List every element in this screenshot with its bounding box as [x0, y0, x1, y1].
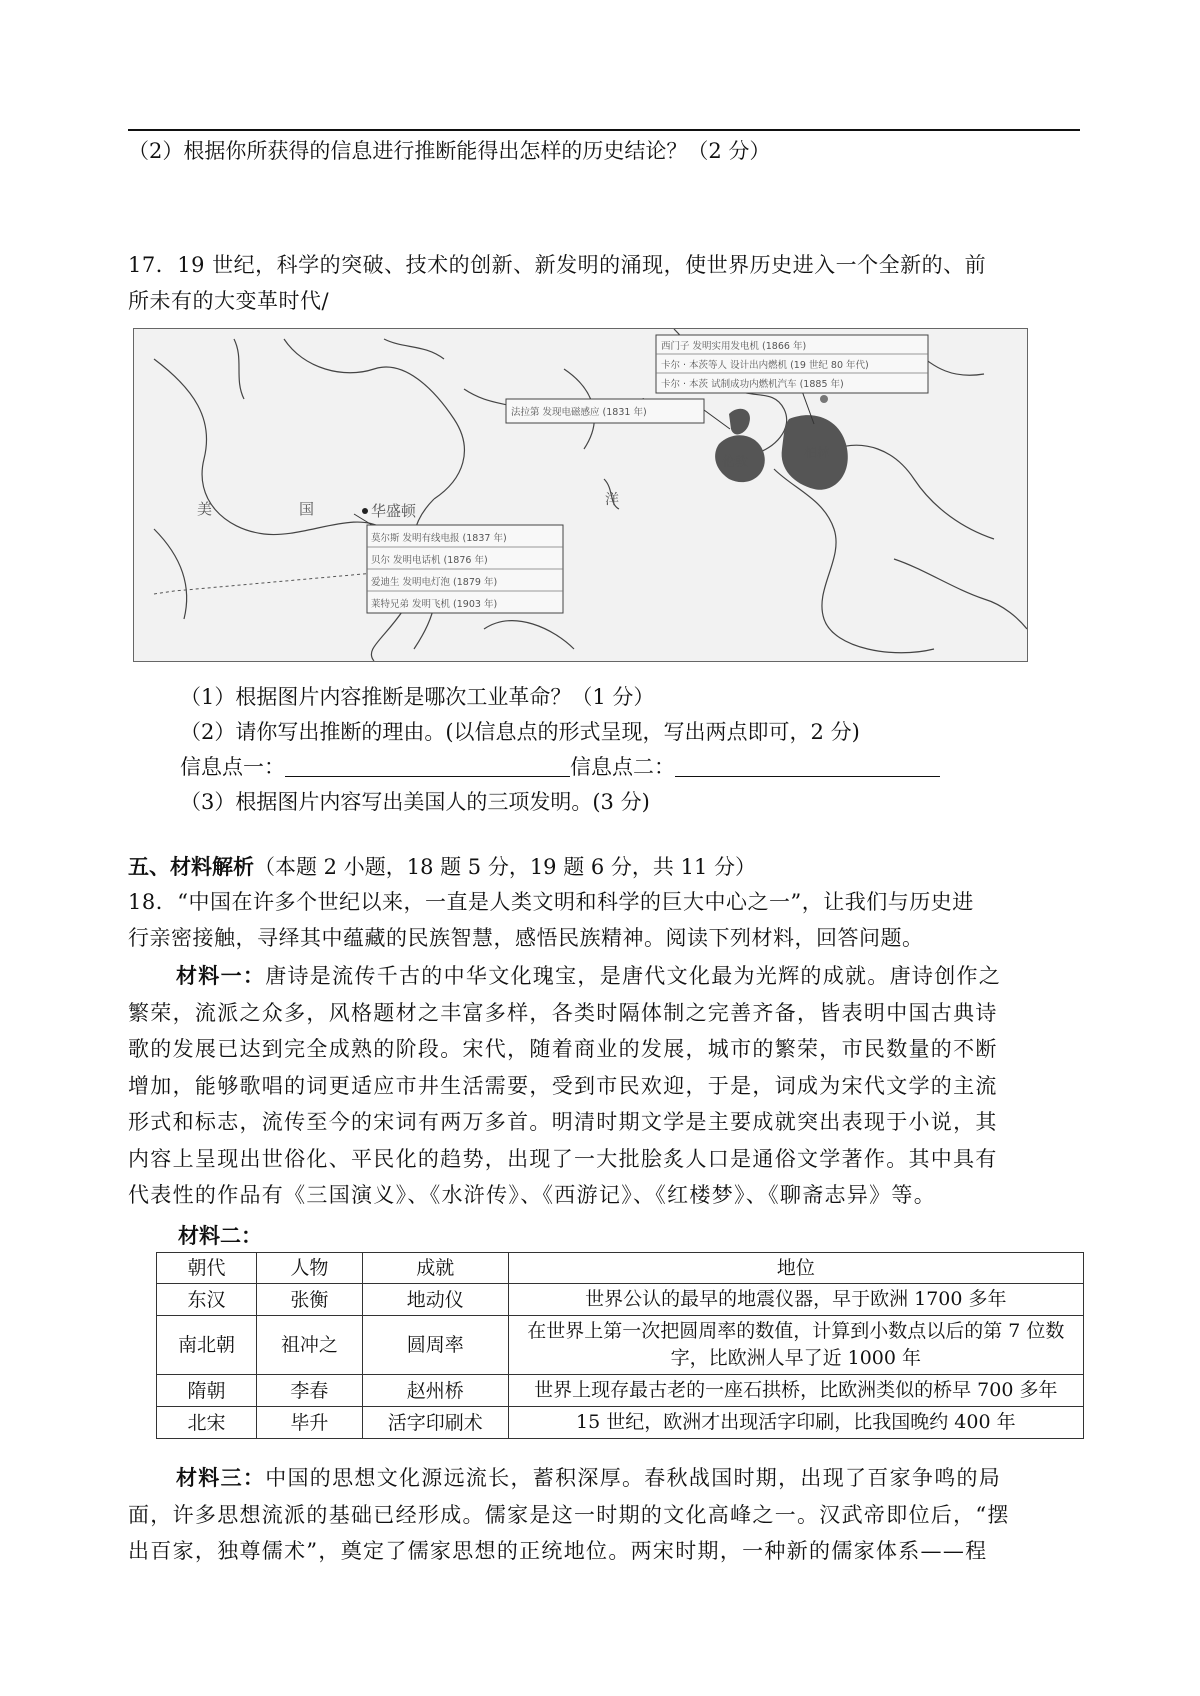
section5-note: （本题 2 小题，18 题 5 分，19 题 6 分，共 11 分） — [254, 855, 756, 879]
map-label-washington: 华盛顿 — [371, 502, 417, 520]
q17-sub1: （1）根据图片内容推断是哪次工业革命？（1 分） — [180, 685, 655, 709]
info1-answer-blank[interactable] — [285, 756, 570, 777]
achievements-table — [156, 1252, 1084, 1439]
q18-stem-line2: 行亲密接触，寻绎其中蕴藏的民族智慧，感悟民族精神。阅读下列材料，回答问题。 — [128, 926, 924, 950]
material-1-line — [128, 958, 1083, 995]
material-3 — [128, 1460, 1083, 1570]
material-1-label: 材料一： — [176, 963, 266, 988]
q17-stem-line2: 所未有的大变革时代/ — [128, 289, 330, 313]
europe-box-line-1: 西门子 发明实用发电机 (1866 年) — [661, 341, 807, 352]
europe-box-line-2: 卡尔 · 本茨等人 设计出内燃机 (19 世纪 80 年代) — [661, 360, 869, 371]
table-cell: 圆周率 — [362, 1316, 508, 1375]
q17-stem-line1: 17．19 世纪，科学的突破、技术的创新、新发明的涌现，使世界历史进入一个全新的、前 — [128, 253, 987, 277]
table-header: 地位 — [508, 1253, 1083, 1284]
table-cell: 北宋 — [157, 1407, 257, 1439]
material-3-text: 中国的思想文化源远流长，蓄积深厚。春秋战国时期，出现了百家争鸣的局 — [265, 1466, 1002, 1490]
table-header-row — [157, 1253, 1084, 1284]
table-cell: 世界上现存最古老的一座石拱桥，比欧洲类似的桥早 700 多年 — [508, 1375, 1083, 1407]
info2-label: 信息点二： — [570, 755, 675, 779]
material-3-label: 材料三： — [176, 1465, 266, 1490]
usa-box-line-1: 莫尔斯 发明有线电报 (1837 年) — [371, 533, 507, 544]
usa-box-line-2: 贝尔 发明电话机 (1876 年) — [371, 555, 488, 566]
material-1-line: 代表性的作品有《三国演义》、《水浒传》、《西游记》、《红楼梦》、《聊斋志异》等。 — [128, 1183, 936, 1207]
table-row — [157, 1284, 1084, 1316]
usa-box-line-4: 莱特兄弟 发明飞机 (1903 年) — [371, 599, 498, 610]
top-rule — [128, 129, 1080, 131]
material-1-line: 内容上呈现出世俗化、平民化的趋势，出现了一大批脍炙人口是通俗文学著作。其中具有 — [128, 1146, 998, 1171]
table-cell: 赵州桥 — [362, 1375, 508, 1407]
q17-sub3: （3）根据图片内容写出美国人的三项发明。(3 分) — [180, 790, 650, 814]
europe-box-line-3: 卡尔 · 本茨 试制成功内燃机汽车 (1885 年) — [661, 379, 844, 390]
table-cell: 毕升 — [256, 1407, 362, 1439]
map-label-berlin: 柏林 — [804, 446, 831, 461]
material-2-label: 材料二： — [178, 1223, 262, 1248]
table-cell: 南北朝 — [157, 1316, 257, 1375]
material-3-line: 出百家，独尊儒术”，奠定了儒家思想的正统地位。两宋时期，一种新的儒家体系——程 — [128, 1539, 988, 1563]
table-row — [157, 1407, 1084, 1439]
info2-answer-blank[interactable] — [675, 756, 940, 777]
washington-marker — [362, 508, 368, 514]
table-cell: 祖冲之 — [256, 1316, 362, 1375]
map-label-ocean: 洋 — [605, 492, 619, 508]
table-header: 朝代 — [157, 1253, 257, 1284]
table-cell: 地动仪 — [362, 1284, 508, 1316]
map-label-usa-1: 美 — [197, 500, 213, 518]
q17-info-points — [180, 753, 940, 781]
material-1 — [128, 958, 1083, 1214]
table-cell: 在世界上第一次把圆周率的数值，计算到小数点以后的第 7 位数字，比欧洲人早了近 1000 年 — [508, 1316, 1083, 1375]
q17-stem — [128, 247, 1083, 319]
industrial-revolution-map — [133, 328, 1028, 662]
table-cell: 世界公认的最早的地震仪器，早于欧洲 1700 多年 — [508, 1284, 1083, 1316]
table-cell: 活字印刷术 — [362, 1407, 508, 1439]
map-drawing — [134, 329, 1027, 661]
map-label-usa-2: 国 — [299, 500, 315, 518]
table-row — [157, 1316, 1084, 1375]
table-cell: 15 世纪，欧洲才出现活字印刷，比我国晚约 400 年 — [508, 1407, 1083, 1439]
table-cell: 隋朝 — [157, 1375, 257, 1407]
material-1-line: 繁荣，流派之众多，风格题材之丰富多样，各类时隔体制之完善齐备，皆表明中国古典诗 — [128, 1000, 998, 1025]
q16-sub2: （2）根据你所获得的信息进行推断能得出怎样的历史结论？（2 分） — [128, 139, 771, 163]
table-cell: 张衡 — [256, 1284, 362, 1316]
table-header: 成就 — [362, 1253, 508, 1284]
material-1-line: 形式和标志，流传至今的宋词有两万多首。明清时期文学是主要成就突出表现于小说，其 — [128, 1110, 998, 1134]
faraday-box-text: 法拉第 发现电磁感应 (1831 年) — [511, 407, 647, 418]
q18-stem — [128, 884, 1083, 956]
material-3-line — [128, 1460, 1083, 1497]
table-cell: 东汉 — [157, 1284, 257, 1316]
table-row — [157, 1375, 1084, 1407]
q18-stem-line1: 18．“中国在许多个世纪以来，一直是人类文明和科学的巨大中心之一”，让我们与历史进 — [128, 890, 974, 914]
section5-title: 五、材料解析 — [128, 854, 254, 879]
material-1-line: 增加，能够歌唱的词更适应市井生活需要，受到市民欢迎，于是，词成为宋代文学的主流 — [128, 1073, 998, 1098]
map-label-london: 伦敦 — [722, 455, 749, 470]
section5-heading — [128, 853, 756, 881]
table-cell: 李春 — [256, 1375, 362, 1407]
material-1-line: 歌的发展已达到完全成熟的阶段。宋代，随着商业的发展，城市的繁荣，市民数量的不断 — [128, 1037, 998, 1061]
material-3-line: 面，许多思想流派的基础已经形成。儒家是这一时期的文化高峰之一。汉武帝即位后，“摆 — [128, 1502, 1010, 1527]
info1-label: 信息点一： — [180, 755, 285, 779]
q17-sub2: （2）请你写出推断的理由。(以信息点的形式呈现，写出两点即可，2 分) — [180, 720, 860, 744]
table-header: 人物 — [256, 1253, 362, 1284]
usa-box-line-3: 爱迪生 发明电灯泡 (1879 年) — [371, 577, 498, 588]
material-1-text: 唐诗是流传千古的中华文化瑰宝，是唐代文化最为光辉的成就。唐诗创作之 — [265, 964, 1002, 988]
